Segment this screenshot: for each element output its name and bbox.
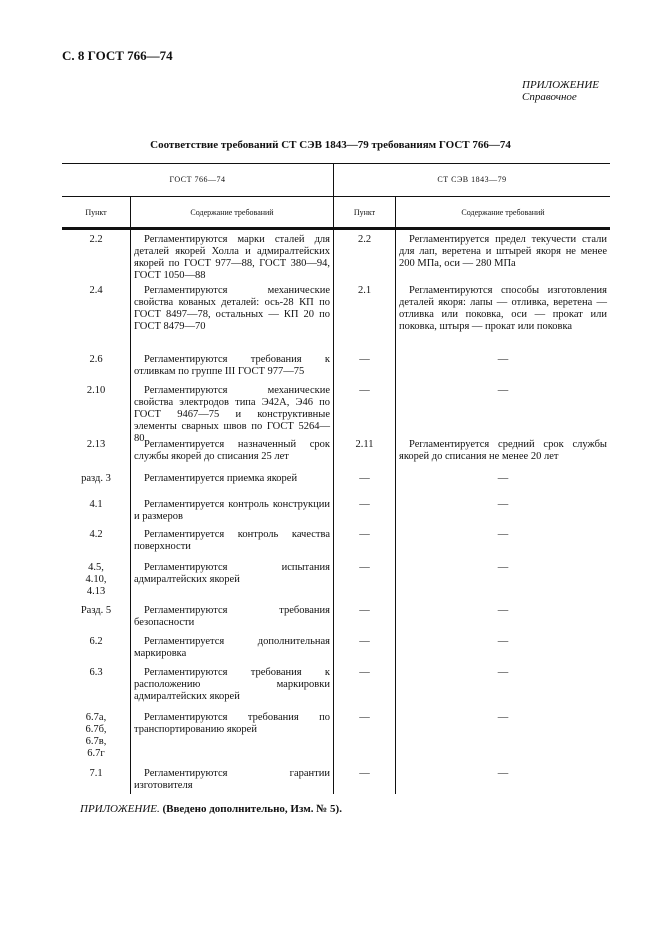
content-sev: — bbox=[395, 469, 610, 495]
point-gost: 2.10 bbox=[86, 385, 106, 396]
content-gost: Регламентируются требования к отливкам по группе III ГОСТ 977—75 bbox=[130, 350, 333, 381]
content-sev: — bbox=[395, 381, 610, 435]
col-content-left: Содержание требований bbox=[130, 197, 333, 227]
content-gost: Регламентируются требования по транспортированию якорей bbox=[130, 708, 333, 764]
footer-text: (Введено дополнительно, Изм. № 5). bbox=[162, 803, 342, 815]
table-row bbox=[62, 558, 610, 601]
content-sev: Регламентируется предел текучести стали для лап, веретена и штырей якоря не менее 200 МПа, оси — 280 МПа bbox=[395, 230, 610, 281]
point-gost: 2.13 bbox=[86, 439, 106, 450]
footer-note bbox=[80, 803, 342, 815]
table-row bbox=[62, 601, 610, 632]
content-gost: Регламентируются марки сталей для деталей якорей Холла и адмиралтейских якорей по ГОСТ 977—88, ГОСТ 380—94, ГОСТ 1050—88 bbox=[130, 230, 333, 281]
point-gost: 4.2 bbox=[89, 529, 103, 540]
content-gost: Регламентируется приемка якорей bbox=[130, 469, 333, 495]
point-gost: 2.2 bbox=[89, 234, 103, 245]
point-gost: 4.5, 4.10, 4.13 bbox=[85, 562, 107, 597]
content-sev: — bbox=[395, 525, 610, 558]
table-row bbox=[62, 525, 610, 558]
table-row bbox=[62, 708, 610, 764]
table-row bbox=[62, 350, 610, 381]
point-sev: — bbox=[333, 350, 395, 381]
table-row bbox=[62, 663, 610, 708]
content-gost: Регламентируется контроль конструкции и размеров bbox=[130, 495, 333, 525]
point-sev: — bbox=[333, 525, 395, 558]
appendix-title: ПРИЛОЖЕНИЕ bbox=[522, 79, 599, 91]
point-sev: 2.2 bbox=[333, 230, 395, 281]
col-content-right: Содержание требований bbox=[395, 197, 610, 227]
content-gost: Регламентируются механические свойства кованых деталей: ось-28 КП по ГОСТ 8497—78, остальных — КП 20 по ГОСТ 8479—70 bbox=[130, 281, 333, 350]
point-gost: разд. 3 bbox=[81, 473, 111, 484]
table-row bbox=[62, 381, 610, 444]
point-gost: 2.4 bbox=[89, 285, 103, 296]
content-gost: Регламентируются испытания адмиралтейских якорей bbox=[130, 558, 333, 601]
content-sev: — bbox=[395, 632, 610, 663]
table-title: Соответствие требований СТ СЭВ 1843—79 требованиям ГОСТ 766—74 bbox=[150, 139, 511, 151]
col-point-right: Пункт bbox=[333, 197, 395, 227]
table-row bbox=[62, 230, 610, 281]
content-gost: Регламентируются механические свойства электродов типа Э42А, Э46 по ГОСТ 9467—75 и конструктивные элементы сварных швов по ГОСТ 5264—80 bbox=[130, 381, 333, 435]
table-row bbox=[62, 469, 610, 495]
table-row bbox=[62, 632, 610, 663]
footer-label: ПРИЛОЖЕНИЕ. bbox=[80, 803, 160, 815]
point-sev: — bbox=[333, 632, 395, 663]
content-sev: — bbox=[395, 558, 610, 601]
table-row bbox=[62, 281, 610, 350]
point-gost: 4.1 bbox=[89, 499, 103, 510]
point-sev: 2.1 bbox=[333, 281, 395, 350]
content-gost: Регламентируется дополнительная маркировка bbox=[130, 632, 333, 663]
point-gost: 6.7а, 6.7б, 6.7в, 6.7г bbox=[85, 712, 107, 759]
table-row bbox=[62, 764, 610, 794]
point-sev: 2.11 bbox=[333, 435, 395, 469]
point-gost: 2.6 bbox=[89, 354, 103, 365]
content-sev: — bbox=[395, 601, 610, 632]
table-column-header bbox=[62, 197, 610, 230]
table-row bbox=[62, 435, 610, 469]
point-sev: — bbox=[333, 381, 395, 435]
content-sev: — bbox=[395, 708, 610, 764]
table-row bbox=[62, 495, 610, 525]
content-gost: Регламентируются гарантии изготовителя bbox=[130, 764, 333, 794]
content-sev: — bbox=[395, 350, 610, 381]
content-sev: — bbox=[395, 764, 610, 794]
content-gost: Регламентируются требования к расположению маркировки адмиралтейских якорей bbox=[130, 663, 333, 708]
group-left: ГОСТ 766—74 bbox=[169, 175, 226, 184]
point-sev: — bbox=[333, 663, 395, 708]
point-sev: — bbox=[333, 558, 395, 601]
content-gost: Регламентируется контроль качества поверхности bbox=[130, 525, 333, 558]
point-sev: — bbox=[333, 469, 395, 495]
point-gost: Разд. 5 bbox=[80, 605, 112, 616]
content-gost: Регламентируются требования безопасности bbox=[130, 601, 333, 632]
content-sev: — bbox=[395, 495, 610, 525]
point-gost: 7.1 bbox=[89, 768, 103, 779]
col-point-left: Пункт bbox=[85, 208, 107, 217]
content-gost: Регламентируется назначенный срок службы якорей до списания 25 лет bbox=[130, 435, 333, 469]
point-gost: 6.2 bbox=[89, 636, 103, 647]
content-sev: Регламентируется средний срок службы якорей до списания не менее 20 лет bbox=[395, 435, 610, 469]
group-right: СТ СЭВ 1843—79 bbox=[333, 164, 610, 196]
content-sev: Регламентируются способы изготовления деталей якоря: лапы — отливка, веретена — отливка или поковка, оси — прокат или поковка, штыря — прокат или поковка bbox=[395, 281, 610, 350]
appendix-type: Справочное bbox=[522, 91, 577, 103]
point-gost: 6.3 bbox=[89, 667, 103, 678]
table-group-header bbox=[62, 164, 610, 197]
point-sev: — bbox=[333, 708, 395, 764]
point-sev: — bbox=[333, 764, 395, 794]
comparison-table bbox=[62, 163, 610, 794]
appendix-label bbox=[522, 79, 599, 103]
point-sev: — bbox=[333, 495, 395, 525]
page-header: С. 8 ГОСТ 766—74 bbox=[62, 48, 173, 63]
content-sev: — bbox=[395, 663, 610, 708]
point-sev: — bbox=[333, 601, 395, 632]
